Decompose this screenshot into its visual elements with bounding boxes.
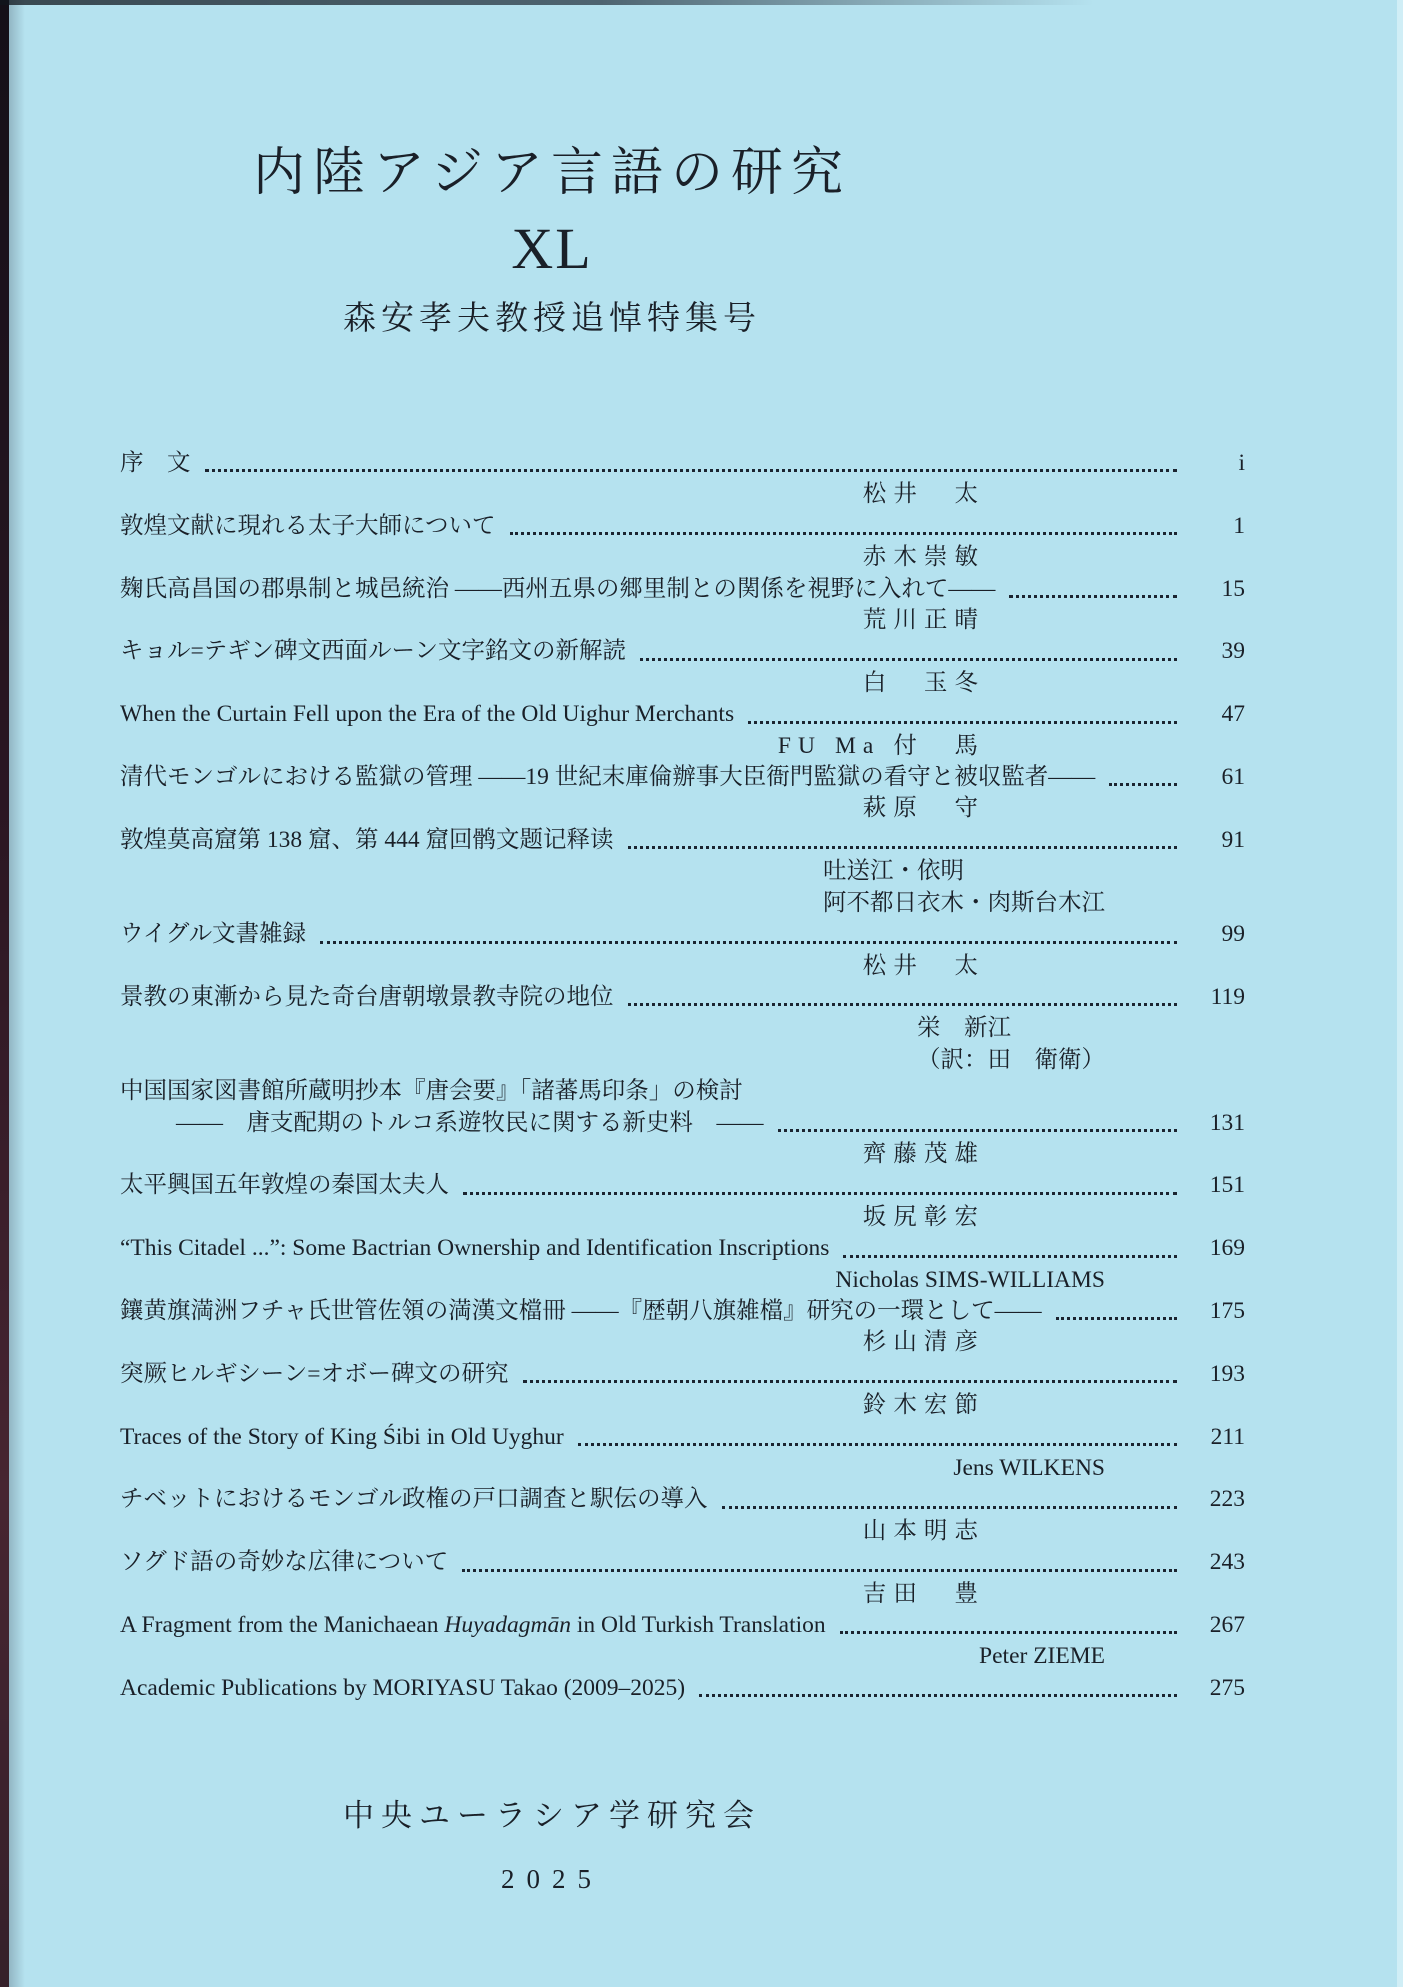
- entry-title: A Fragment from the Manichaean Huyadagmān in Old Turkish Translation: [120, 1612, 826, 1639]
- dotted-leader: [205, 469, 1178, 472]
- page-number: 47: [1221, 701, 1245, 728]
- toc-entry: [120, 448, 1245, 511]
- entry-authors: [120, 951, 985, 982]
- entry-title: チベットにおけるモンゴル政権の戸口調査と駅伝の導入: [120, 1486, 708, 1513]
- entry-title-line: [120, 1422, 1245, 1453]
- entry-authors: [120, 1139, 985, 1170]
- author-name: 齊藤茂雄: [862, 1140, 985, 1167]
- page-number: 15: [1221, 575, 1245, 602]
- journal-title: 内陸アジア言語の研究: [253, 145, 851, 202]
- author-name: 山本明志: [862, 1517, 985, 1544]
- entry-authors: [120, 1641, 1105, 1672]
- entry-authors: [120, 542, 985, 573]
- entry-authors: [120, 1453, 1105, 1484]
- entry-title: 中国国家図書館所蔵明抄本『唐会要』「諸蕃馬印条」の検討: [120, 1078, 743, 1105]
- entry-title: “This Citadel ...”: Some Bactrian Ownership and Identification Inscriptions: [120, 1235, 830, 1262]
- publisher-name: 中央ユーラシア学研究会: [343, 1798, 761, 1833]
- author-name: 鈴木宏節: [862, 1392, 985, 1419]
- entry-title: When the Curtain Fell upon the Era of the Old Uighur Merchants: [120, 701, 735, 728]
- entry-title: 序 文: [120, 450, 191, 476]
- toc-entry: [120, 636, 1245, 699]
- author-name: 松井 太: [862, 952, 985, 979]
- entry-title-line: [120, 982, 1245, 1013]
- entry-title: 鑲黄旗満洲フチャ氏世管佐領の満漢文檔冊 ――『歴朝八旗雑檔』研究の一環として――: [120, 1297, 1042, 1324]
- author-name: 吉田 豊: [862, 1580, 985, 1607]
- entry-title-line: [120, 1673, 1245, 1704]
- entry-title-line: [120, 762, 1245, 793]
- dotted-leader: [578, 1443, 1177, 1446]
- author-name: Peter ZIEME: [979, 1643, 1105, 1670]
- dotted-leader: [1009, 595, 1177, 598]
- author-name: 白 玉冬: [862, 669, 985, 696]
- entry-title-line: [120, 1547, 1245, 1578]
- page-number: 131: [1209, 1109, 1245, 1136]
- entry-title-line: [120, 511, 1245, 542]
- entry-title: Traces of the Story of King Śibi in Old Uyghur: [120, 1423, 564, 1450]
- toc-entry: [120, 699, 1245, 762]
- page-number: 275: [1209, 1674, 1245, 1701]
- toc-entry: [120, 982, 1245, 1076]
- toc-entry: [120, 1359, 1245, 1422]
- entry-title-line: [120, 1170, 1245, 1201]
- author-name: 坂尻彰宏: [862, 1203, 985, 1230]
- entry-authors: [120, 479, 985, 510]
- author-name: Jens WILKENS: [953, 1455, 1105, 1481]
- entry-authors: [120, 856, 1105, 919]
- entry-title: ―― 唐支配期のトルコ系遊牧民に関する新史料 ――: [176, 1109, 764, 1136]
- entry-title-line: [120, 1233, 1245, 1264]
- toc-entry: [120, 511, 1245, 574]
- cover-header: [0, 0, 1104, 342]
- dotted-leader: [523, 1380, 1177, 1383]
- toc-entry: [120, 1673, 1245, 1704]
- entry-authors: [120, 731, 985, 762]
- cover-footer: [0, 1796, 1104, 1894]
- dotted-leader: [843, 1255, 1177, 1258]
- page-number: 119: [1210, 983, 1245, 1010]
- entry-title: キョル=テギン碑文西面ルーン文字銘文の新解読: [120, 638, 627, 665]
- page-number: 151: [1209, 1172, 1245, 1199]
- author-name: Nicholas SIMS-WILLIAMS: [835, 1266, 1105, 1293]
- toc-entry: [120, 1422, 1245, 1485]
- page-number: 99: [1221, 921, 1245, 948]
- toc-entry: [120, 1233, 1245, 1296]
- dotted-leader: [463, 1192, 1177, 1195]
- page-number: 193: [1209, 1360, 1245, 1387]
- author-name: （訳：田 衛衛）: [917, 1046, 1105, 1073]
- page-number: 1: [1233, 512, 1245, 539]
- entry-title: 麹氏高昌国の郡県制と城邑統治 ――西州五県の郷里制との関係を視野に入れて――: [120, 575, 996, 602]
- page-number: 169: [1209, 1235, 1245, 1262]
- dotted-leader: [748, 721, 1177, 724]
- entry-title-line: [120, 1610, 1245, 1641]
- dotted-leader: [1056, 1317, 1177, 1320]
- entry-title: 突厥ヒルギシーン=オボー碑文の研究: [120, 1360, 509, 1387]
- entry-authors: [120, 793, 985, 824]
- dotted-leader: [840, 1631, 1177, 1634]
- toc-entry: [120, 762, 1245, 825]
- dotted-leader: [628, 846, 1178, 849]
- entry-title-line: [120, 825, 1245, 856]
- toc-entry: [120, 1484, 1245, 1547]
- issue-subtitle: 森安孝夫教授追悼特集号: [343, 301, 761, 337]
- page-number: 211: [1210, 1423, 1245, 1450]
- entry-title: Academic Publications by MORIYASU Takao (2009–2025): [120, 1674, 686, 1701]
- publication-year: 2025: [501, 1864, 603, 1894]
- entry-authors: [120, 668, 985, 699]
- entry-title: 敦煌文献に現れる太子大師について: [120, 512, 496, 539]
- page-number: 243: [1209, 1549, 1245, 1576]
- entry-authors: [120, 1202, 985, 1233]
- entry-authors: [120, 1013, 1105, 1076]
- scan-edge-right: [1397, 0, 1403, 1987]
- entry-title-line: [120, 636, 1245, 667]
- entry-title-line: [120, 1108, 1245, 1139]
- author-name: 吐送江・依明: [823, 858, 964, 885]
- author-name: 赤木崇敏: [862, 544, 985, 571]
- dotted-leader: [722, 1506, 1178, 1509]
- entry-authors: [120, 1579, 985, 1610]
- entry-title: 景教の東漸から見た奇台唐朝墩景教寺院の地位: [120, 983, 614, 1010]
- dotted-leader: [462, 1569, 1177, 1572]
- entry-title-line: [120, 1296, 1245, 1327]
- entry-title-line: [120, 1076, 1245, 1107]
- toc-entry: [120, 1547, 1245, 1610]
- toc-entry: [120, 1170, 1245, 1233]
- entry-title: 太平興国五年敦煌の秦国太夫人: [120, 1172, 449, 1199]
- entry-title: ウイグル文書雑録: [120, 921, 307, 948]
- entry-title-line: [120, 1359, 1245, 1390]
- entry-authors: [120, 1265, 1105, 1296]
- entry-authors: [120, 1390, 985, 1421]
- author-name: FU Ma 付 馬: [777, 732, 985, 759]
- author-name: 杉山清彦: [862, 1329, 985, 1356]
- entry-authors: [120, 1516, 985, 1547]
- toc-entry: [120, 1296, 1245, 1359]
- entry-title-line: [120, 919, 1245, 950]
- toc-entry: [120, 919, 1245, 982]
- dotted-leader: [320, 941, 1177, 944]
- dotted-leader: [510, 532, 1177, 535]
- toc-entry: [120, 1610, 1245, 1673]
- author-name: 萩原 守: [862, 795, 985, 822]
- author-name: 栄 新江: [917, 1015, 1011, 1042]
- entry-title: 敦煌莫高窟第 138 窟、第 444 窟回鹘文题记释读: [120, 826, 614, 853]
- entry-title-line: [120, 574, 1245, 605]
- page-number: 91: [1221, 826, 1245, 853]
- page-number: 39: [1221, 638, 1245, 665]
- page-number: 61: [1221, 764, 1245, 791]
- dotted-leader: [1109, 783, 1177, 786]
- entry-title-line: [120, 1484, 1245, 1515]
- author-name: 松井 太: [862, 481, 985, 508]
- author-name: 阿不都日衣木・肉斯台木江: [823, 889, 1105, 916]
- page-number: 267: [1209, 1612, 1245, 1639]
- page-number: 175: [1209, 1297, 1245, 1324]
- entry-authors: [120, 1327, 985, 1358]
- entry-title-line: [120, 448, 1245, 479]
- volume-number: XL: [511, 216, 593, 281]
- toc-entry: [120, 1076, 1245, 1170]
- page-number: i: [1238, 450, 1245, 476]
- table-of-contents: [120, 448, 1245, 1704]
- entry-title: 清代モンゴルにおける監獄の管理 ――19 世紀末庫倫辦事大臣衙門監獄の看守と被収監者――: [120, 764, 1096, 791]
- entry-title: ソグド語の奇妙な広律について: [120, 1549, 449, 1576]
- dotted-leader: [699, 1694, 1177, 1697]
- toc-entry: [120, 825, 1245, 919]
- author-name: 荒川正晴: [862, 607, 985, 634]
- entry-authors: [120, 605, 985, 636]
- dotted-leader: [628, 1003, 1178, 1006]
- page-number: 223: [1209, 1486, 1245, 1513]
- entry-title-line: [120, 699, 1245, 730]
- dotted-leader: [640, 658, 1177, 661]
- toc-entry: [120, 574, 1245, 637]
- dotted-leader: [778, 1129, 1178, 1132]
